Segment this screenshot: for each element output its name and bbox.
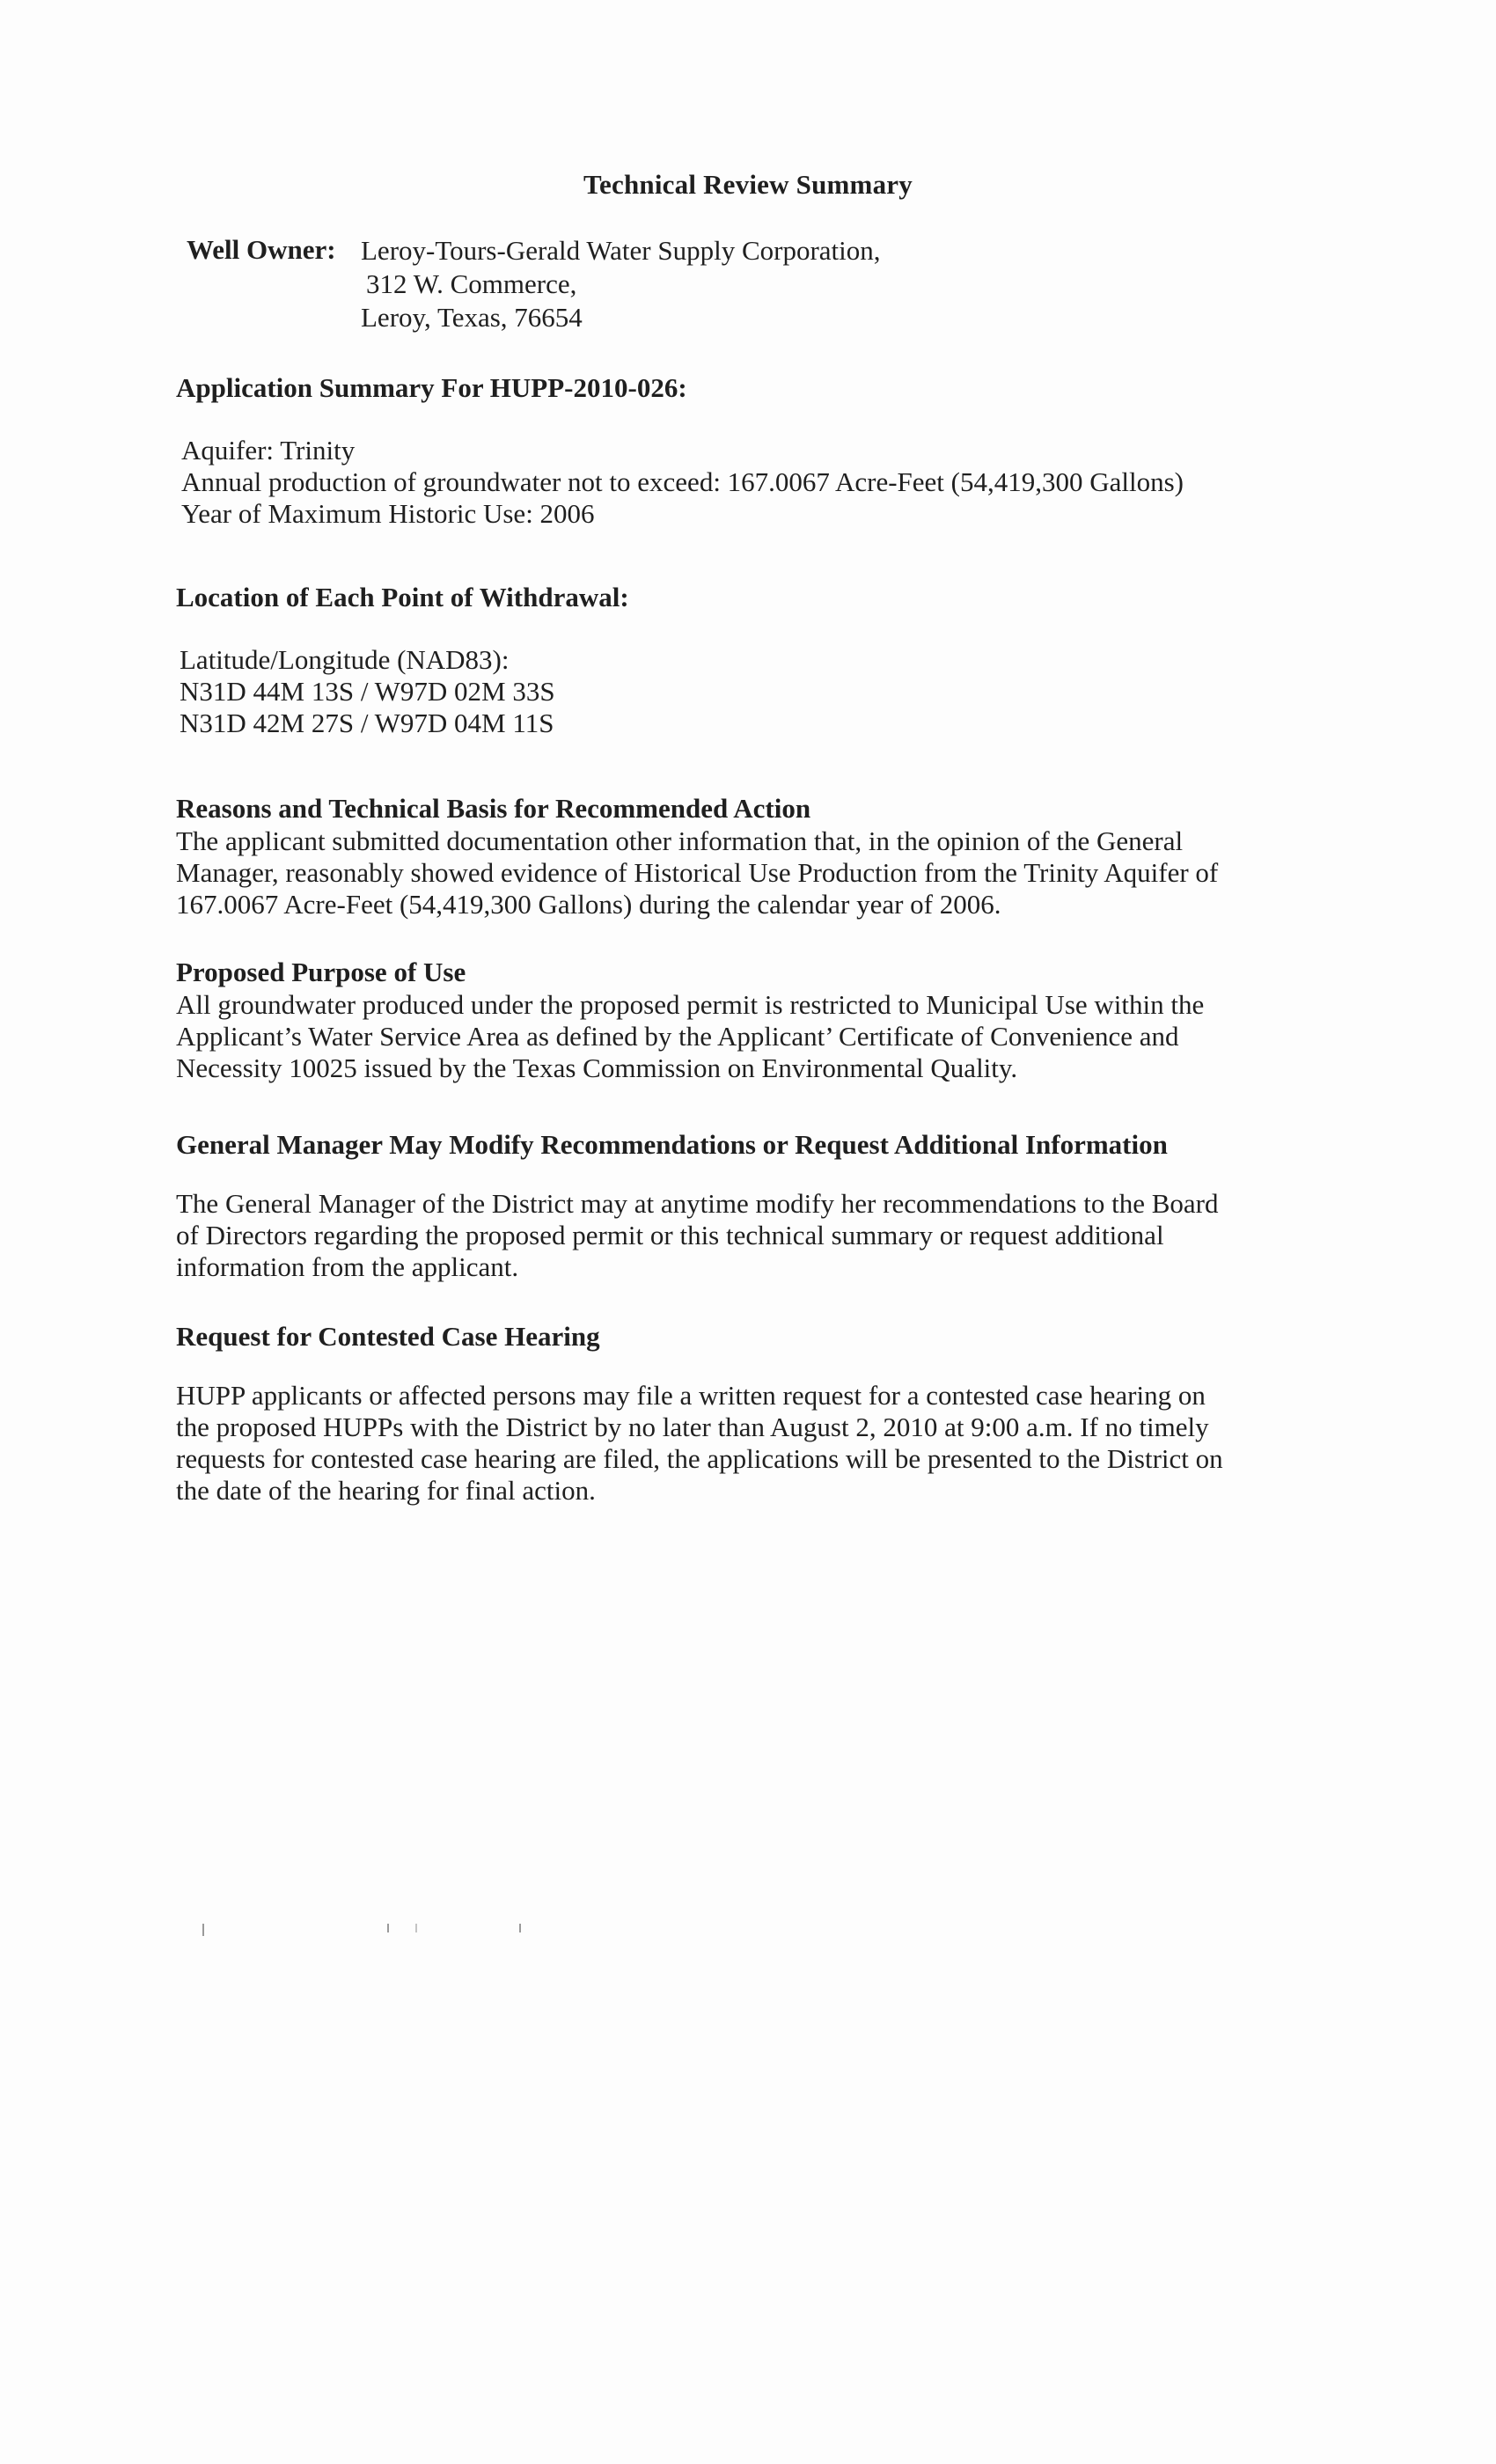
general-manager-line-1: The General Manager of the District may at anytime modify her recommendations to the Board — [176, 1188, 1219, 1219]
contested-case-line-4: the date of the hearing for final action. — [176, 1475, 596, 1506]
application-summary-section — [176, 371, 1320, 530]
purpose-line-2: Applicant’s Water Service Area as defined by the Applicant’ Certificate of Convenience and — [176, 1021, 1179, 1052]
max-historic-use-line: Year of Maximum Historic Use: 2006 — [181, 498, 595, 529]
annual-production-line: Annual production of groundwater not to exceed: 167.0067 Acre-Feet (54,419,300 Gallons) — [181, 466, 1184, 497]
application-summary-heading: Application Summary For HUPP-2010-026: — [176, 372, 687, 403]
well-owner-label: Well Owner: — [187, 234, 336, 265]
location-heading: Location of Each Point of Withdrawal: — [176, 582, 629, 612]
coordinate-2: N31D 42M 27S / W97D 04M 11S — [180, 708, 554, 738]
scan-artifact-mark — [387, 1924, 389, 1932]
contested-case-heading: Request for Contested Case Hearing — [176, 1321, 600, 1352]
purpose-line-3: Necessity 10025 issued by the Texas Commission on Environmental Quality. — [176, 1052, 1018, 1083]
well-owner-name: Leroy-Tours-Gerald Water Supply Corporation, — [361, 235, 881, 266]
well-owner-city: Leroy, Texas, 76654 — [361, 302, 583, 333]
reasons-line-3: 167.0067 Acre-Feet (54,419,300 Gallons) during the calendar year of 2006. — [176, 889, 1001, 920]
well-owner-address — [361, 234, 881, 334]
general-manager-heading: General Manager May Modify Recommendations or Request Additional Information — [176, 1129, 1168, 1160]
purpose-line-1: All groundwater produced under the proposed permit is restricted to Municipal Use within the — [176, 989, 1205, 1020]
well-owner-street: 312 W. Commerce, — [366, 268, 577, 299]
general-manager-section — [176, 1128, 1320, 1283]
purpose-heading: Proposed Purpose of Use — [176, 957, 466, 987]
scan-artifact-mark — [415, 1924, 417, 1932]
reasons-section — [176, 792, 1320, 920]
document-title: Technical Review Summary — [583, 169, 913, 200]
contested-case-section — [176, 1320, 1320, 1507]
location-section — [176, 581, 1320, 739]
coordinate-1: N31D 44M 13S / W97D 02M 33S — [180, 676, 555, 707]
reasons-heading: Reasons and Technical Basis for Recommended Action — [176, 793, 811, 824]
general-manager-line-3: information from the applicant. — [176, 1251, 519, 1282]
aquifer-line: Aquifer: Trinity — [181, 435, 356, 466]
reasons-line-1: The applicant submitted documentation other information that, in the opinion of the General — [176, 825, 1184, 856]
contested-case-line-2: the proposed HUPPs with the District by no later than August 2, 2010 at 9:00 a.m. If no timely — [176, 1412, 1209, 1442]
purpose-section — [176, 956, 1320, 1084]
contested-case-line-3: requests for contested case hearing are filed, the applications will be presented to the District on — [176, 1443, 1223, 1474]
scan-artifact-mark — [202, 1924, 204, 1936]
coordinates-label: Latitude/Longitude (NAD83): — [180, 644, 510, 675]
reasons-line-2: Manager, reasonably showed evidence of Historical Use Production from the Trinity Aquifer of — [176, 857, 1219, 888]
contested-case-line-1: HUPP applicants or affected persons may file a written request for a contested case hearing on — [176, 1380, 1206, 1411]
scan-artifact-mark — [519, 1924, 521, 1932]
general-manager-line-2: of Directors regarding the proposed permit or this technical summary or request additional — [176, 1220, 1164, 1250]
